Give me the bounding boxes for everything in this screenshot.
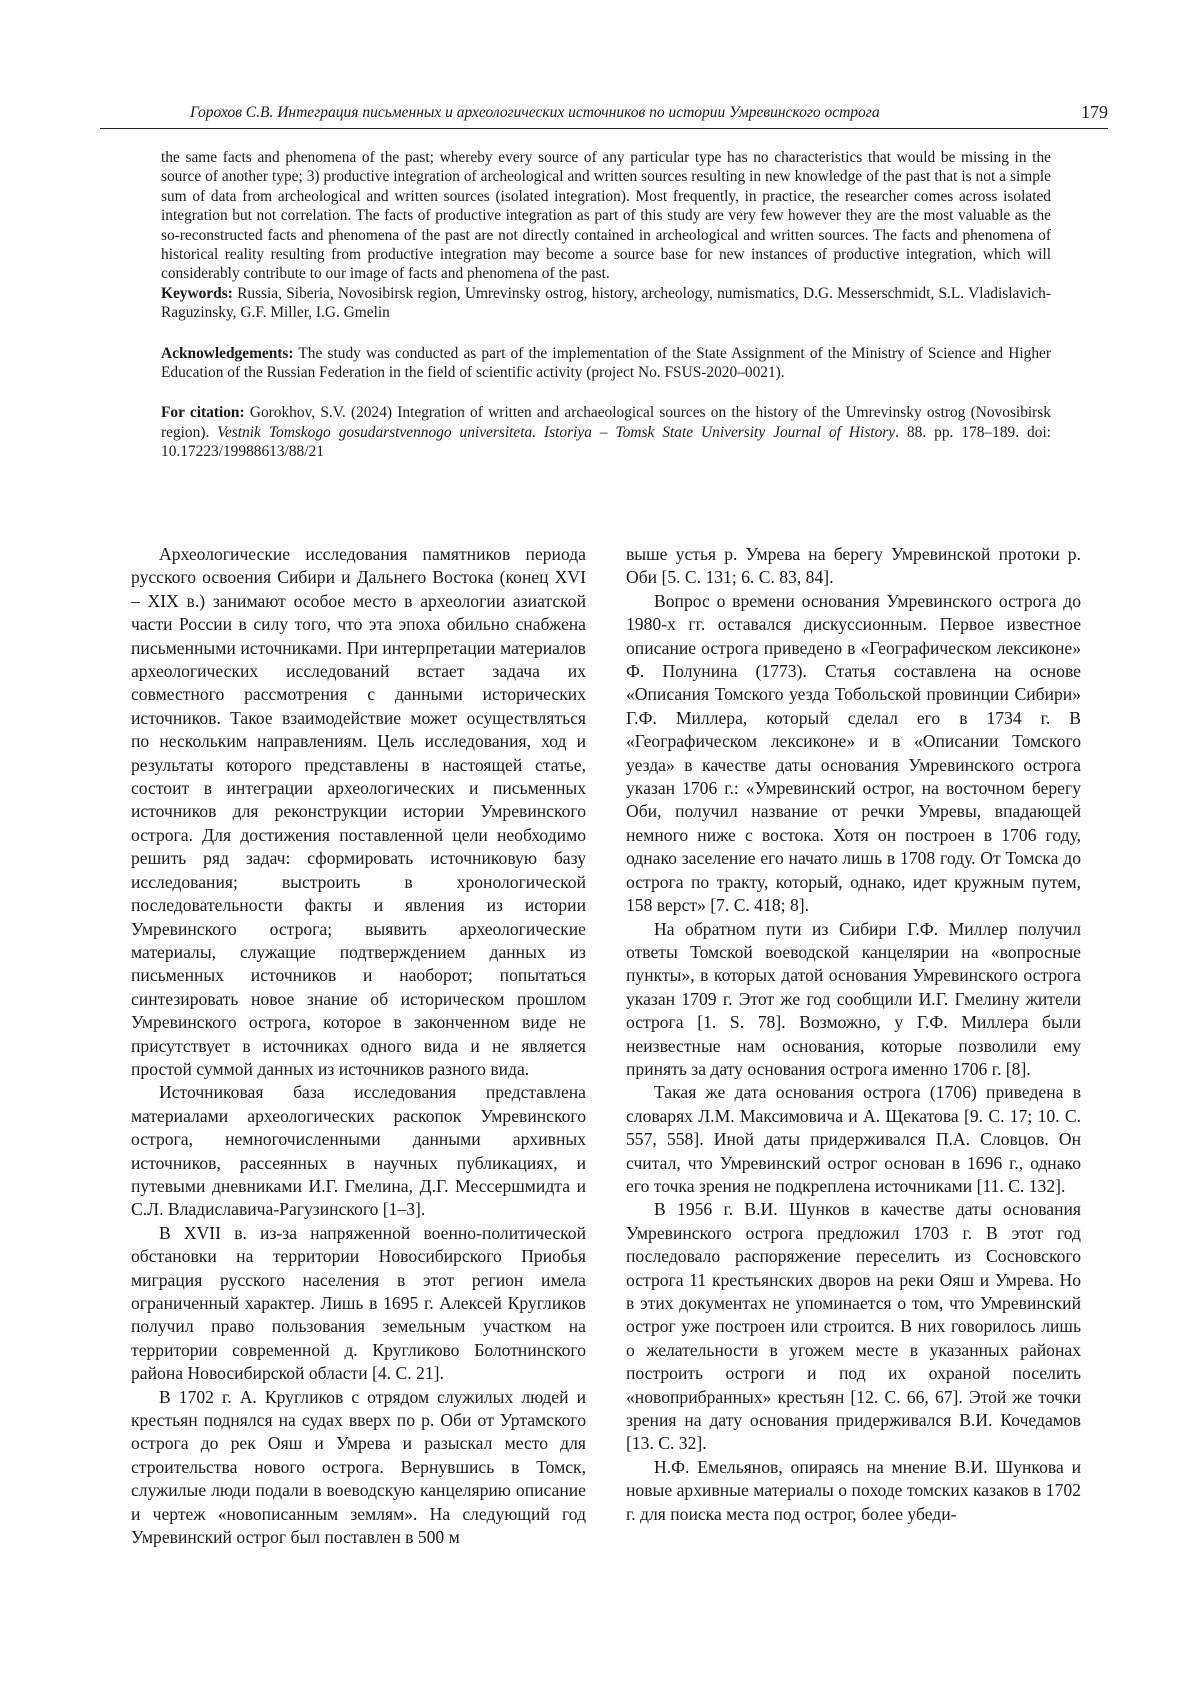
paragraph: В 1956 г. В.И. Шунков в качестве даты основания Умревинского острога предложил 1703 г. В этот год последовало распоряжение переселить из Сосновского острога 11 крестьянских дворов на реки Ояш и Умрева. Но в этих документах не упоминается о том, что Умревинский острог уже построен или строится. В них говорилось лишь о желательности в угожем месте в указанных районах построить остроги и под их охраной поселить «новоприбранных» крестьян [12. С. 66, 67]. Этой же точки зрения на дату основания придерживался В.И. Кочедамов [13. С. 32].	[626, 1199, 1081, 1454]
paragraph: Источниковая база исследования представлена материалами археологических раскопок Умревинского острога, немногочисленными данными архивных источников, рассеянных в научных публикациях, и путевыми дневниками И.Г. Гмелина, Д.Г. Мессершмидта и С.Л. Владиславича-Рагузинского [1–3].	[131, 1082, 586, 1220]
abstract-text: the same facts and phenomena of the past; whereby every source of any particular type has no characteristics that would be missing in the source of another type; 3) productive integration of archeological and written sources resulting in new knowledge of the past that is not a simple sum of data from archeological and written sources (isolated integration). Most frequently, in practice, the researcher comes across isolated integration but not correlation. The facts of productive integration as part of this study are very few however they are the most valuable as the so-reconstructed facts and phenomena of the past are not directly contained in archeological and written sources. The facts and phenomena of historical reality resulting from productive integration may become a source base for new instances of productive integration, which will considerably contribute to our image of facts and phenomena of the past.	[161, 149, 1051, 283]
abstract-block	[161, 148, 1051, 462]
paragraph: Вопрос о времени основания Умревинского острога до 1980-х гг. оставался дискуссионным. Первое известное описание острога приведено в «Географическом лексиконе» Ф. Полунина (1773). Статья составлена на основе «Описания Томского уезда Тобольской провинции Сибири» Г.Ф. Миллера, который сделал его в 1734 г. В «Географическом лексиконе» и в «Описании Томского уезда» в качестве даты основания Умревинского острога указан 1706 г.: «Умревинский острог, на восточном берегу Оби, получил название от речки Умревы, впадающей немного ниже с востока. Хотя он построен в 1706 году, однако заселение его начато лишь в 1708 году. От Томска до острога по тракту, который, однако, идет кружным путем, 158 верст» [7. С. 418; 8].	[626, 590, 1081, 916]
paragraph: Н.Ф. Емельянов, опираясь на мнение В.И. Шункова и новые архивные материалы о походе томских казаков в 1702 г. для поиска места под острог, более убеди-	[626, 1456, 1081, 1524]
acknowledgements	[161, 344, 1051, 383]
citation-details: . 88. pp. 178–189. doi: 10.17223/19988613/88/21	[161, 423, 1051, 461]
citation-text: Gorokhov, S.V. (2024) Integration of written and archaeological sources on the history of the Umrevinsky ostrog (Novosibirsk region).	[161, 404, 1051, 441]
paragraph: Такая же дата основания острога (1706) приведена в словарях Л.М. Максимовича и А. Щекатова [9. С. 17; 10. С. 557, 558]. Иной даты придерживался П.А. Словцов. Он считал, что Умревинский острог основан в 1696 г., однако его точка зрения не подкреплена источниками [11. С. 132].	[626, 1082, 1081, 1196]
running-title: Горохов С.В. Интеграция письменных и археологических источников по истории Умревинского острога	[190, 104, 880, 121]
citation-label: For citation:	[161, 404, 245, 422]
citation-journal: Vestnik Tomskogo gosudarstvennogo universiteta. Istoriya – Tomsk State University Journal of History	[217, 423, 896, 441]
left-column	[131, 543, 586, 1549]
running-header	[100, 104, 1108, 129]
keywords-text: Russia, Siberia, Novosibirsk region, Umrevinsky ostrog, history, archeology, numismatics, D.G. Messerschmidt, S.L. Vladislavich-Raguzinsky, G.F. Miller, I.G. Gmelin	[161, 284, 1051, 322]
acknowledgements-text: The study was conducted as part of the implementation of the State Assignment of the Ministry of Science and Higher Education of the Russian Federation in the field of scientific activity (project No. FSUS-2020–0021).	[161, 344, 1051, 382]
paragraph: В 1702 г. А. Кругликов с отрядом служилых людей и крестьян поднялся на судах вверх по р. Оби от Уртамского острога до рек Ояш и Умрева и разыскал место для строительства нового острога. Вернувшись в Томск, служилые люди подали в воеводскую канцелярию описание и чертеж «новописанным землям». На следующий год Умревинский острог был поставлен в 500 м	[131, 1386, 586, 1548]
keywords	[161, 284, 1051, 323]
paragraph: выше устья р. Умрева на берегу Умревинской протоки р. Оби [5. С. 131; 6. С. 83, 84].	[626, 544, 1081, 588]
right-column	[626, 543, 1081, 1526]
keywords-label: Keywords:	[161, 284, 233, 302]
paragraph: В XVII в. из-за напряженной военно-политической обстановки на территории Новосибирского Приобья миграция русского населения в этот регион имела ограниченный характер. Лишь в 1695 г. Алексей Кругликов получил право пользования земельным участком на территории современной д. Кругликово Болотнинского района Новосибирской области [4. С. 21].	[131, 1222, 586, 1384]
paragraph: На обратном пути из Сибири Г.Ф. Миллер получил ответы Томской воеводской канцелярии на «вопросные пункты», в которых датой основания Умревинского острога указан 1709 г. Этот же год сообщили И.Г. Гмелину жители острога [1. S. 78]. Возможно, у Г.Ф. Миллера были неизвестные нам основания, которые позволили ему принять за дату основания острога именно 1706 г. [8].	[626, 918, 1081, 1079]
citation	[161, 403, 1051, 461]
acknowledgements-label: Acknowledgements:	[161, 344, 294, 362]
page-number: 179	[1081, 102, 1108, 122]
paragraph: Археологические исследования памятников периода русского освоения Сибири и Дальнего Востока (конец XVI – XIX в.) занимают особое место в археологии азиатской части России в силу того, что эта эпоха обильно снабжена письменными источниками. При интерпретации материалов археологических исследований встает задача их совместного рассмотрения с данными исторических источников. Такое взаимодействие может осуществляться по нескольким направлениям. Цель исследования, ход и результаты которого представлены в настоящей статье, состоит в интеграции археологических и письменных источников для реконструкции истории Умревинского острога. Для достижения поставленной цели необходимо решить ряд задач: сформировать источниковую базу исследования; выстроить в хронологической последовательности факты и явления из истории Умревинского острога; выявить археологические материалы, служащие подтверждением данных из письменных источников и наоборот; попытаться синтезировать новое знание об историческом прошлом Умревинского острога, которое в законченном виде не присутствует в источниках одного вида и не является простой суммой данных из источников разного вида.	[131, 544, 586, 1079]
